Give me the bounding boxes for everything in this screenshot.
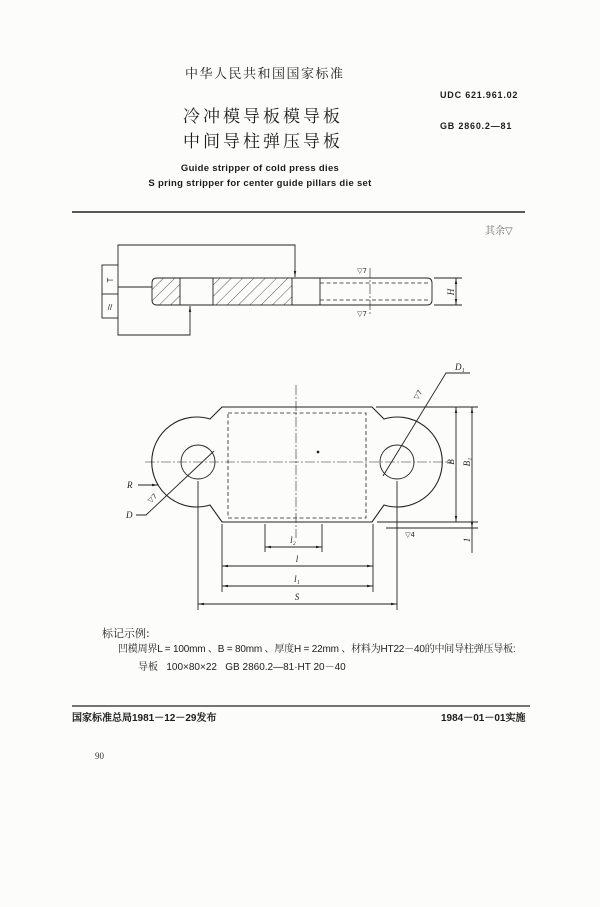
section-middle: [213, 278, 292, 305]
dim-label-small: 1: [462, 537, 472, 543]
dim-label-h: H: [446, 288, 456, 296]
plan-view: [136, 373, 478, 610]
side-view: [102, 245, 462, 335]
leader-d: [136, 451, 214, 515]
dim-label-l: l: [295, 554, 299, 564]
issue-date: 国家标准总局1981－12－29发布: [72, 713, 217, 724]
dim-label-l1: l₁: [294, 574, 300, 584]
tolerance-leader-top: [118, 245, 295, 277]
plate-outline: [152, 407, 443, 522]
dim-label-l2: l₂: [290, 535, 296, 545]
tolerance-leader-bottom: [118, 306, 190, 335]
tolerance-value: T: [106, 277, 115, 283]
implementation-date: 1984－01－01实施: [441, 713, 526, 724]
dim-label-r: R: [127, 480, 133, 490]
title-cn-line1: 冷冲模导板模导板: [183, 107, 343, 127]
roughness-left: ▽7: [146, 492, 159, 505]
roughness-side-top: ▽7: [357, 267, 367, 275]
marking-example-designation: 导板 100×80×22 GB 2860.2—81·HT 20－40: [138, 662, 346, 673]
dim-label-d: D: [126, 510, 133, 520]
marking-example-heading: 标记示例:: [102, 627, 150, 640]
roughness-side-bottom: ▽7: [357, 310, 367, 318]
plate-right-part: [292, 278, 432, 305]
udc-code: UDC 621.961.02: [440, 90, 519, 100]
title-cn-line2: 中间导柱弹压导板: [183, 132, 343, 152]
marking-example-description: 凹模周界L = 100mm 、B = 80mm 、厚度H = 22mm 、材料为HT22－40的中间导柱弹压导板:: [118, 644, 516, 655]
inner-hidden-outline: [228, 413, 366, 518]
roughness-d1: ▽7: [412, 388, 425, 402]
dim-label-d1: D₁: [455, 362, 465, 372]
center-mark: [317, 451, 319, 453]
section-left-end: [152, 278, 180, 305]
dim-label-s: S: [294, 592, 300, 602]
gb-number: GB 2860.2—81: [440, 121, 513, 131]
title-en-line2: S pring stripper for center guide pillars die set: [148, 178, 372, 189]
title-en-line1: Guide stripper of cold press dies: [180, 163, 340, 174]
page-number: 90: [95, 751, 104, 761]
dim-label-b: B: [446, 459, 456, 465]
roughness-remaining-note: 其余▽: [485, 226, 513, 237]
standard-organization: 中华人民共和国国家标准: [185, 67, 345, 82]
leader-d1: [383, 373, 470, 476]
roughness-bottom: ▽4: [405, 531, 415, 539]
dim-label-b1: B₁: [462, 457, 472, 467]
parallelism-symbol: //: [107, 303, 113, 312]
